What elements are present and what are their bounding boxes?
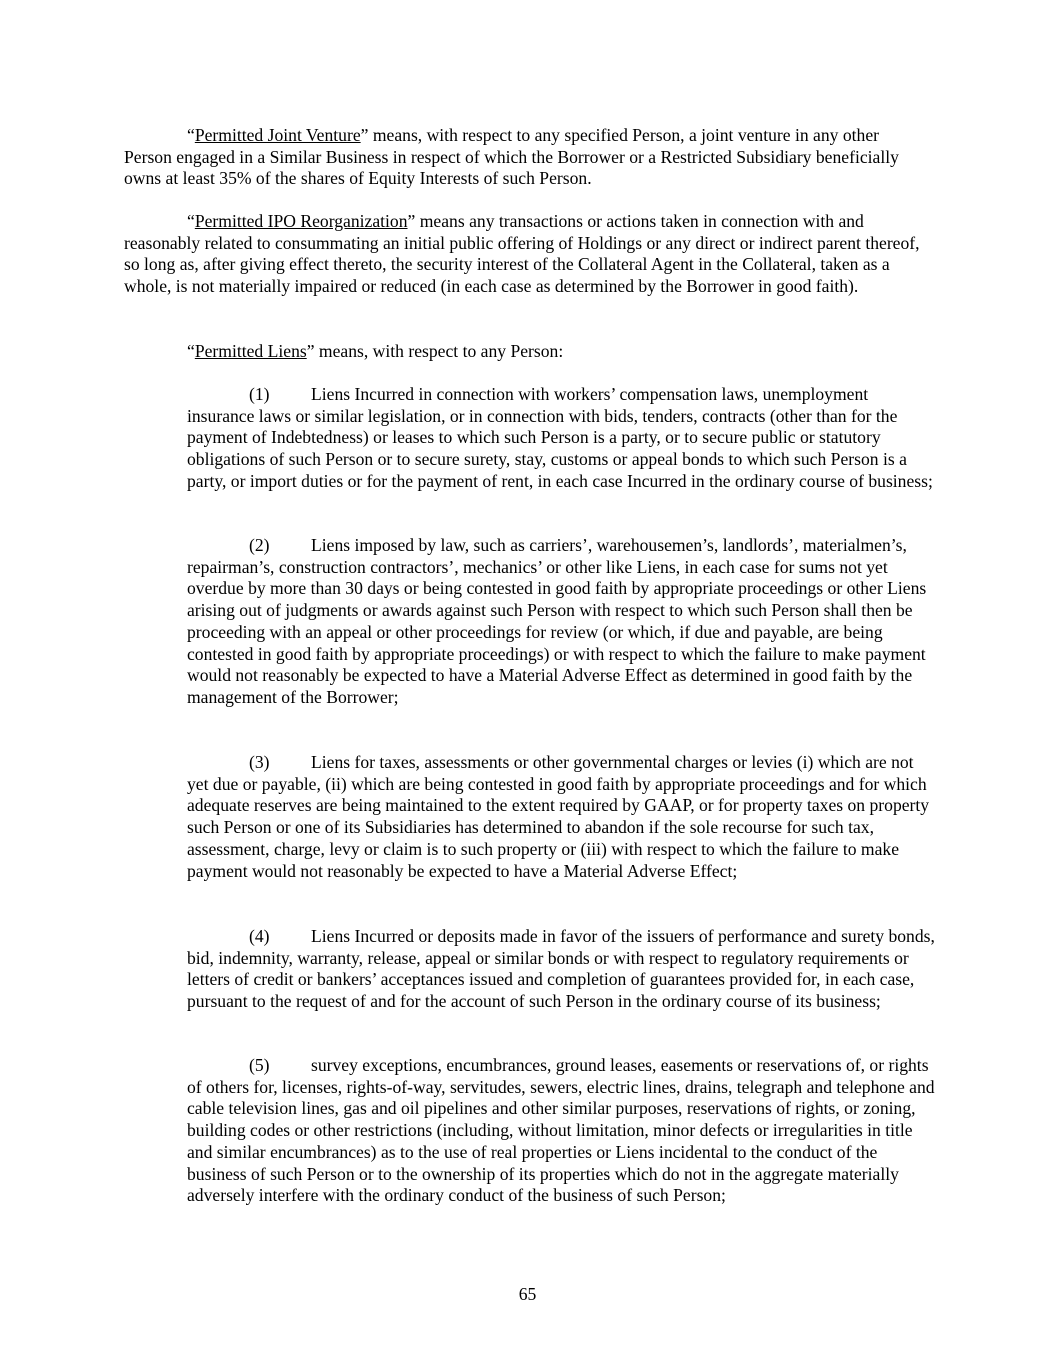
list-item (187, 926, 937, 1013)
definition-permitted-liens (124, 341, 924, 363)
definition-text: ” means, with respect to any Person: (306, 341, 564, 361)
definition-text: ” means any transactions or actions taken in connection with and reasonably related to consummating an initial public offering of Holdings or any direct or indirect parent thereof, so long as, after giving effect thereto, the security interest of the Collateral Agent in the Collateral, taken as a whole, is not materially impaired or reduced (in each case as determined by the Borrower in good faith). (124, 211, 920, 297)
definition-permitted-ipo-reorganization (124, 211, 924, 298)
item-number: (5) (249, 1055, 270, 1075)
definition-permitted-joint-venture (124, 125, 924, 190)
item-text: Liens Incurred or deposits made in favor of the issuers of performance and surety bonds, bid, indemnity, warranty, release, appeal or similar bonds or with respect to regulatory requirements or letters of credit or bankers’ acceptances issued and completion of guarantees provided for, in each case, pursuant to the request of and for the account of such Person in the ordinary course of its business; (187, 926, 935, 1012)
item-text: Liens imposed by law, such as carriers’, warehousemen’s, landlords’, materialmen’s, repairman’s, construction contractors’, mechanics’ or other like Liens, in each case for sums not yet overdue by more than 30 days or being contested in good faith by appropriate proceedings or other Liens arising out of judgments or awards against such Person with respect to which such Person shall then be proceeding with an appeal or other proceedings for review (or which, if due and payable, are being contested in good faith by appropriate proceedings) or with respect to which the failure to make payment would not reasonably be expected to have a Material Adverse Effect as determined in good faith by the management of the Borrower; (187, 535, 927, 707)
item-number: (4) (249, 926, 270, 946)
list-item (187, 535, 937, 709)
list-item (187, 384, 937, 493)
definition-text: ” means, with respect to any specified Person, a joint venture in any other Person engaged in a Similar Business in respect of which the Borrower or a Restricted Subsidiary beneficially owns at least 35% of the shares of Equity Interests of such Person. (124, 125, 899, 189)
item-number: (1) (249, 384, 270, 404)
item-number: (2) (249, 535, 270, 555)
defined-term: Permitted Joint Venture (194, 125, 361, 145)
defined-term: Permitted Liens (194, 341, 307, 361)
open-quote: “ (187, 125, 195, 145)
item-number: (3) (249, 752, 270, 772)
list-item (187, 1055, 937, 1207)
open-quote: “ (187, 341, 195, 361)
open-quote: “ (187, 211, 195, 231)
list-item (187, 752, 937, 882)
item-text: survey exceptions, encumbrances, ground leases, easements or reservations of, or rights of others for, licenses, rights-of-way, servitudes, sewers, electric lines, drains, telegraph and telephone and cable television lines, gas and oil pipelines and other similar purposes, reservations of rights, or zoning, building codes or other restrictions (including, without limitation, minor defects or irregularities in title and similar encumbrances) as to the use of real properties or Liens incidental to the conduct of the business of such Person or to the ownership of its properties which do not in the aggregate materially adversely interfere with the ordinary conduct of the business of such Person; (187, 1055, 935, 1206)
defined-term: Permitted IPO Reorganization (194, 211, 408, 231)
page-number: 65 (518, 1284, 537, 1304)
item-text: Liens Incurred in connection with workers’ compensation laws, unemployment insurance laws or similar legislation, or in connection with bids, tenders, contracts (other than for the payment of Indebtedness) or leases to which such Person is a party, or to secure public or statutory obligations of such Person or to secure surety, stay, customs or appeal bonds to which such Person is a party, or import duties or for the payment of rent, in each case Incurred in the ordinary course of business; (187, 384, 933, 491)
item-text: Liens for taxes, assessments or other governmental charges or levies (i) which are not yet due or payable, (ii) which are being contested in good faith by appropriate proceedings and for which adequate reserves are being maintained to the extent required by GAAP, or for property taxes on property such Person or one of its Subsidiaries has determined to abandon if the sole recourse for such tax, assessment, charge, levy or claim is to such property or (iii) with respect to which the failure to make payment would not reasonably be expected to have a Material Adverse Effect; (187, 752, 930, 881)
